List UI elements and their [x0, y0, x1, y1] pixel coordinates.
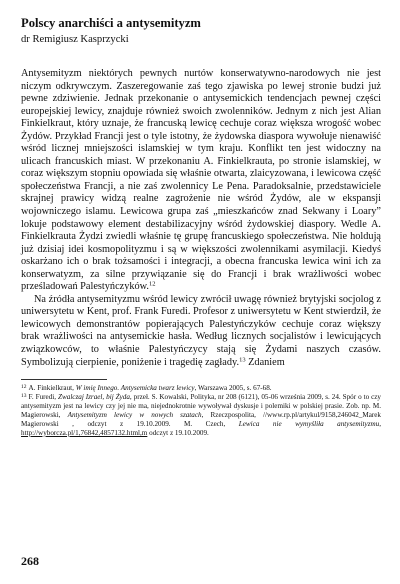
- footnote-13: [21, 393, 381, 438]
- body-paragraph-2: [21, 294, 381, 369]
- footnote-title-italic: Antysemityzm lewicy w nowych szatach: [67, 410, 202, 419]
- footnote-text: , przeł. S. Kowalski, Polityka, nr 208 (6121), 05-06 września 2009, s. 24. Spór o to czy antysemityzm jest na lewicy czy jej nie ma, niejednokrotnie wywoływał dyskusje i polemiki w polskiej prasie. Zob. np. M. Magierowski,: [21, 393, 382, 419]
- body-paragraph-1: [21, 68, 381, 294]
- footnote-divider: [21, 379, 107, 380]
- footnote-ref-13[interactable]: 13: [239, 356, 246, 364]
- article-author: dr Remigiusz Kasprzycki: [21, 34, 129, 45]
- footnotes: [21, 384, 381, 437]
- article-body: [21, 68, 381, 369]
- footnote-text: F. Furedi,: [28, 393, 59, 402]
- footnote-text: ,: [379, 419, 381, 428]
- footnote-text: A. Finkielkraut,: [28, 384, 76, 393]
- paragraph-text: Na źródła antysemityzmu wśród lewicy zwrócił uwagę również brytyjski socjolog z uniwersytetu w Kent, prof. Frank Furedi. Profesor z uniwersytetu w Kent stwierdził, że lewicowych demonstrantów popierających Palestyńczyków cechuje coraz większy brak wrażliwości na antysemickie hasła. Według licznych socjalistów i lewicujących związkowców, to właśnie Palestyńczycy stają się Żydami naszych czasów. Symbolizują cierpienie, poniżenie i tragedię zagłady.: [21, 293, 381, 368]
- footnote-number: 12: [21, 383, 27, 390]
- article-title: Polscy anarchiści a antysemityzm: [21, 16, 201, 30]
- footnote-link[interactable]: http://wyborcza.pl/1,76842,4857132.html,m: [21, 428, 148, 437]
- footnote-title-italic: Lewica nie wymyśliła antysemityzmu: [238, 419, 380, 428]
- paragraph-tail: Zdaniem: [245, 356, 285, 368]
- footnote-ref-12[interactable]: 12: [149, 280, 156, 288]
- footnote-12: [21, 384, 381, 393]
- paragraph-text: Antysemityzm niektórych pewnych nurtów konserwatywno-narodowych nie jest niczym odkrywczym. Zaszeregowanie zaś tego zjawiska po lewej stronie budzi już pewne zdziwienie. Jednak przekonanie o antysemickich tendencjach pewnej części europejskiej lewicy, znajduje również swoich zwolenników. Jednym z nich jest Alian Finkielkraut, który uznaje, że francuską lewicę cechuje coraz większa wrogość wobec Żydów. Przykład Francji jest o tyle istotny, że żydowska diaspora wywołuje nienawiść wśród licznej mniejszości islamskiej w tym kraju. Konflikt ten jest widoczny na ulicach francuskich miast. W przekonaniu A. Finkielkrauta, po stronie islamskiej, w coraz większym stopniu opowiada się właśnie otwarta, zlaicyzowana, i lewicowa część społeczeństwa Francji, a nie zaś zwolennicy Le Pena. Paradoksalnie, przedstawiciele skrajnej prawicy widzą realne zagrożenie nie wśród Żydów, ale w ekspansji wojowniczego islamu. Lewicowa grupa zaś „mieszkańców znad Sekwany i Loary” lokuje podstawowy element destabilizacyjny wśród żydowskiej diaspory. Wedle A. Finkielkrauta Żydzi zwiedli właśnie tę grupę francuskiego społeczeństwa. Nie holdują już dzisiaj idei kosmopolityzmu i są w większości zwolennikami asymilacji. Kiedyś oskarżano ich o brak tożsamości i integracji, a obecna francuska lewica wini ich za konserwatyzm, za silne przywiązanie się do Francji i brak wrażliwości wobec prześladowań Palestyńczyków.: [21, 68, 381, 293]
- footnote-number: 13: [21, 392, 27, 399]
- footnote-title-italic: W imię Innego. Antysemicka twarz lewicy: [75, 384, 195, 393]
- footnote-text: , Rzeczpospolita, //www.rp.pl/artykul/9158,246042_Marek Magierowski , odczyt z 19.10.2009. M. Czech,: [21, 410, 381, 428]
- page-number: 268: [21, 554, 39, 568]
- footnote-text: , Warszawa 2005, s. 67-68.: [194, 384, 272, 393]
- footnote-title-italic: Zwalczaj Izrael, bij Żyda: [58, 393, 130, 402]
- footnote-text: odczyt z 19.10.2009.: [147, 428, 209, 437]
